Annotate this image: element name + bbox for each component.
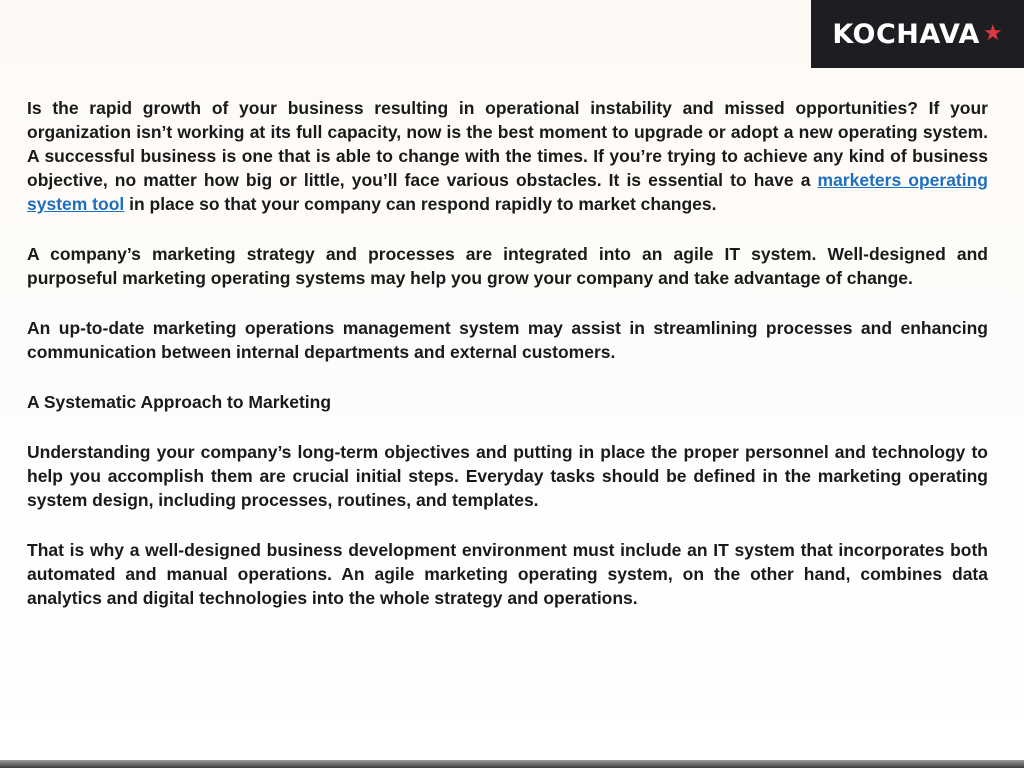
paragraph-intro xyxy=(27,96,988,216)
bottom-border xyxy=(0,760,1024,768)
kochava-logo xyxy=(811,0,1024,68)
paragraph-it-system: That is why a well-designed business development environment must include an IT system that incorporates both automated and manual operations. An agile marketing operating system, on the other hand, combines data analytics and digital technologies into the whole strategy and operations. xyxy=(27,540,988,608)
section-heading: A Systematic Approach to Marketing xyxy=(27,392,332,412)
article-body xyxy=(27,96,988,636)
paragraph-objectives: Understanding your company’s long-term objectives and putting in place the proper personnel and technology to help you accomplish them are crucial initial steps. Everyday tasks should be defined in the marketing operating system design, including processes, routines, and templates. xyxy=(27,442,988,510)
paragraph-intro-text-start: Is the rapid growth of your business resulting in operational instability and missed opportunities? If your organization isn’t working at its full capacity, now is the best moment to upgrade or adopt a new operating system. A successful business is one that is able to change with the times. If you’re trying to achieve any kind of business objective, no matter how big or little, you’ll face various obstacles. It is essential to have a xyxy=(27,98,988,190)
paragraph-intro-text-end: in place so that your company can respond rapidly to market changes. xyxy=(124,194,717,214)
logo-wordmark: KOCHAVA xyxy=(832,18,980,50)
marketers-operating-system-tool-link[interactable]: marketers operating system tool xyxy=(27,170,988,214)
star-icon: ★ xyxy=(982,20,1003,45)
paragraph-strategy: A company’s marketing strategy and processes are integrated into an agile IT system. Well-designed and purposeful marketing operating systems may help you grow your company and take advantage of change. xyxy=(27,244,988,288)
paragraph-operations-management: An up-to-date marketing operations management system may assist in streamlining processes and enhancing communication between internal departments and external customers. xyxy=(27,318,988,362)
